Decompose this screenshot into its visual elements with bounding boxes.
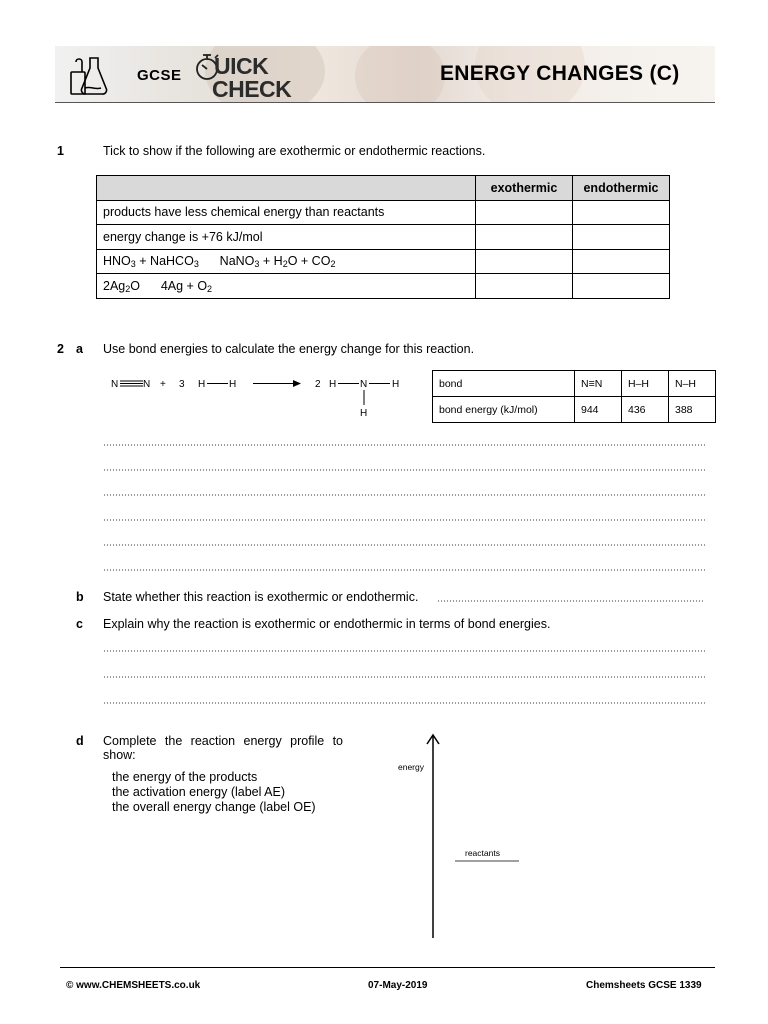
bond-energy-value: 944 xyxy=(575,397,622,423)
tick-table-header-blank xyxy=(97,176,476,201)
table-row xyxy=(97,225,670,250)
hydrogen-atom: H xyxy=(392,379,400,390)
part-a-prompt: Use bond energies to calculate the energy change for this reaction. xyxy=(103,342,475,356)
answer-line[interactable] xyxy=(103,676,705,678)
bond-energy-label: bond energy (kJ/mol) xyxy=(433,397,575,423)
part-c-prompt: Explain why the reaction is exothermic or endothermic in terms of bond energies. xyxy=(103,617,551,631)
bond-energy-value: 436 xyxy=(622,397,669,423)
flask-icon xyxy=(68,54,110,98)
hydrogen-atom: H xyxy=(360,408,368,419)
table-row xyxy=(97,200,670,225)
footer-reference: Chemsheets GCSE 1339 xyxy=(586,980,702,991)
hydrogen-atom: H xyxy=(329,379,337,390)
answer-line[interactable] xyxy=(103,469,705,471)
quick-logo-text: UICK xyxy=(214,53,269,79)
footer-website: © www.CHEMSHEETS.co.uk xyxy=(66,980,201,991)
table-row xyxy=(97,249,670,274)
energy-axis-label: energy xyxy=(398,762,424,772)
part-c-letter: c xyxy=(76,617,83,631)
part-b-letter: b xyxy=(76,590,84,604)
endothermic-tick-cell[interactable] xyxy=(573,249,670,274)
nitrogen-atom: N xyxy=(143,379,151,390)
endothermic-tick-cell[interactable] xyxy=(573,225,670,250)
part-b-prompt: State whether this reaction is exothermic or endothermic. xyxy=(103,590,419,604)
row-statement: energy change is +76 kJ/mol xyxy=(97,225,476,250)
hydrogen-atom: H xyxy=(198,379,206,390)
answer-line[interactable] xyxy=(103,702,705,704)
answer-line[interactable] xyxy=(103,494,705,496)
table-row xyxy=(97,274,670,299)
footer-divider xyxy=(60,967,715,968)
answer-line[interactable] xyxy=(103,569,705,571)
coefficient-3: 3 xyxy=(179,379,185,390)
exothermic-tick-cell[interactable] xyxy=(476,225,573,250)
table-row xyxy=(433,397,716,423)
reaction-equation xyxy=(105,372,415,420)
nitrogen-atom: N xyxy=(360,379,368,390)
answer-line[interactable] xyxy=(103,519,705,521)
part-d-item: the activation energy (label AE) xyxy=(112,785,286,799)
gcse-logo-text: GCSE xyxy=(137,67,182,84)
reactants-label: reactants xyxy=(465,848,500,858)
exothermic-tick-cell[interactable] xyxy=(476,249,573,274)
answer-line[interactable] xyxy=(103,650,705,652)
question-2-number: 2 xyxy=(57,342,64,356)
check-logo-text: CHECK xyxy=(212,76,292,102)
endothermic-header: endothermic xyxy=(573,176,670,201)
row-equation: $HNO_3$ + NaHCO$_3$ NaNO$_3$ + $H_2O + CO_2$ xyxy=(97,249,476,274)
tick-table-header xyxy=(97,176,670,201)
bond-type: H–H xyxy=(622,371,669,397)
tick-table xyxy=(96,175,670,299)
part-d-item: the overall energy change (label OE) xyxy=(112,800,316,814)
answer-line[interactable] xyxy=(103,444,705,446)
part-d-item: the energy of the products xyxy=(112,770,258,784)
nitrogen-atom: N xyxy=(111,379,119,390)
hydrogen-atom: H xyxy=(229,379,237,390)
table-row xyxy=(433,371,716,397)
answer-line[interactable] xyxy=(103,544,705,546)
endothermic-tick-cell[interactable] xyxy=(573,274,670,299)
coefficient-2: 2 xyxy=(315,379,321,390)
bond-type: N≡N xyxy=(575,371,622,397)
part-d-prompt: Complete the reaction energy profile to show: xyxy=(103,734,343,762)
question-1-prompt: Tick to show if the following are exothermic or endothermic reactions. xyxy=(103,144,486,158)
bond-type: N–H xyxy=(669,371,716,397)
worksheet-title: ENERGY CHANGES (C) xyxy=(440,62,680,85)
question-1-number: 1 xyxy=(57,144,64,158)
answer-line[interactable] xyxy=(437,600,705,602)
row-equation: $2Ag_2O$ $4Ag + O_2$ xyxy=(97,274,476,299)
bond-energy-value: 388 xyxy=(669,397,716,423)
exothermic-tick-cell[interactable] xyxy=(476,200,573,225)
footer-date: 07-May-2019 xyxy=(368,980,428,991)
energy-profile-diagram[interactable] xyxy=(395,730,555,942)
bond-energy-table xyxy=(432,370,716,423)
part-d-letter: d xyxy=(76,734,84,748)
exothermic-tick-cell[interactable] xyxy=(476,274,573,299)
bond-header: bond xyxy=(433,371,575,397)
exothermic-header: exothermic xyxy=(476,176,573,201)
part-a-letter: a xyxy=(76,342,83,356)
row-statement: products have less chemical energy than reactants xyxy=(97,200,476,225)
reaction-arrow-icon xyxy=(293,380,301,387)
plus-sign: + xyxy=(160,379,166,390)
endothermic-tick-cell[interactable] xyxy=(573,200,670,225)
